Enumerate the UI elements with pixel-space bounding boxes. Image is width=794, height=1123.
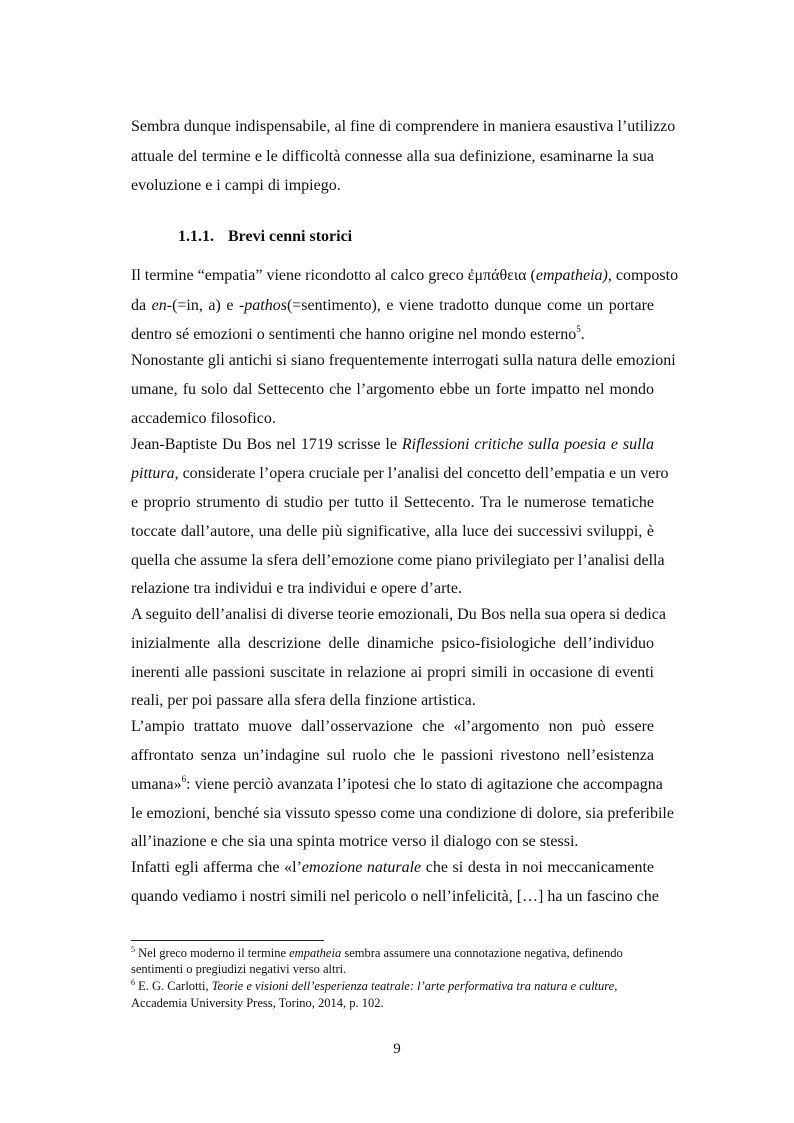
p3-line-6: relazione tra individui e tra individui e opere d’arte. [131,580,462,597]
intro-line-2: attuale del termine e le difficoltà connesse alla sua definizione, esaminarne la sua [131,148,654,165]
footnote-6-line-2: Accademia University Press, Torino, 2014, p. 102. [131,996,384,1010]
footnote-ref-6[interactable]: 6 [181,774,187,784]
p6-line-2: quando vediamo i nostri simili nel pericolo o nell’infelicità, […] ha un fascino che [131,888,659,905]
p3-line-4: toccate dall’autore, una delle più significative, alla luce dei successivi sviluppi, è [131,523,654,540]
p2-line-1: Nonostante gli antichi si siano frequentemente interrogati sulla natura delle emozioni [131,352,676,369]
p4-line-4: reali, per poi passare alla sfera della finzione artistica. [131,692,476,709]
p1-line-2: da en-(=in, a) e -pathos(=sentimento), e viene tradotto dunque come un portare [131,297,654,314]
section-number: 1.1.1. [178,228,214,245]
p4-line-1: A seguito dell’analisi di diverse teorie emozionali, Du Bos nella sua opera si dedica [131,606,666,623]
p5-line-1: L’ampio trattato muove dall’osservazione che «l’argomento non può essere [131,718,654,735]
p1-line-1: Il termine “empatia” viene ricondotto al calco greco ἐμπάθεια (empatheia), composto [131,267,679,284]
p4-line-2: inizialmente alla descrizione delle dinamiche psico-fisiologiche dell’individuo [131,635,654,652]
footnote-5-line-2: sentimenti o pregiudizi negativi verso altri. [131,962,347,976]
p5-line-3: umana»$^6$: viene perciò avanzata l’ipotesi che lo stato di agitazione che accompagna [131,774,663,793]
intro-line-1: Sembra dunque indispensabile, al fine di comprendere in maniera esaustiva l’utilizzo [131,118,676,135]
p5-line-2: affrontato senza un’indagine sul ruolo che le passioni rivestono nell’esistenza [131,747,654,764]
intro-line-3: evoluzione e i campi di impiego. [131,177,341,194]
p4-line-3: inerenti alle passioni suscitate in relazione ai propri simili in occasione di eventi [131,664,654,681]
section-title: Brevi cenni storici [228,228,353,245]
p3-line-3: e proprio strumento di studio per tutto il Settecento. Tra le numerose tematiche [131,494,654,511]
section-heading [178,227,352,247]
footnote-6: $^6$ E. G. Carlotti, Teorie e visioni dell’esperienza teatrale: l’arte performativa tra natura e culture, [131,978,618,993]
footnote-5: $^5$ Nel greco moderno il termine empatheia sembra assumere una connotazione negativa, definendo [131,945,623,960]
p2-line-2: umane, fu solo dal Settecento che l’argomento ebbe un forte impatto nel mondo [131,381,654,398]
p3-line-1: Jean-Baptiste Du Bos nel 1719 scrisse le Riflessioni critiche sulla poesia e sulla [131,436,654,453]
p3-line-2: pittura, considerate l’opera cruciale per l’analisi del concetto dell’empatia e un vero [131,465,669,482]
p5-line-5: all’inazione e che sia una spinta motrice verso il dialogo con se stessi. [131,833,579,850]
p6-line-1: Infatti egli afferma che «l’emozione naturale che si desta in noi meccanicamente [131,859,654,876]
footnote-separator [131,940,324,941]
footnote-ref-5[interactable]: 5 [576,324,581,334]
p5-line-4: le emozioni, benché sia vissuto spesso come una condizione di dolore, sia preferibile [131,805,674,822]
p2-line-3: accademico filosofico. [131,410,276,427]
p1-line-3: dentro sé emozioni o sentimenti che hanno origine nel mondo esterno$^5$. [131,324,585,343]
p3-line-5: quella che assume la sfera dell’emozione come piano privilegiato per l’analisi della [131,552,665,569]
page-number: 9 [393,1041,401,1057]
